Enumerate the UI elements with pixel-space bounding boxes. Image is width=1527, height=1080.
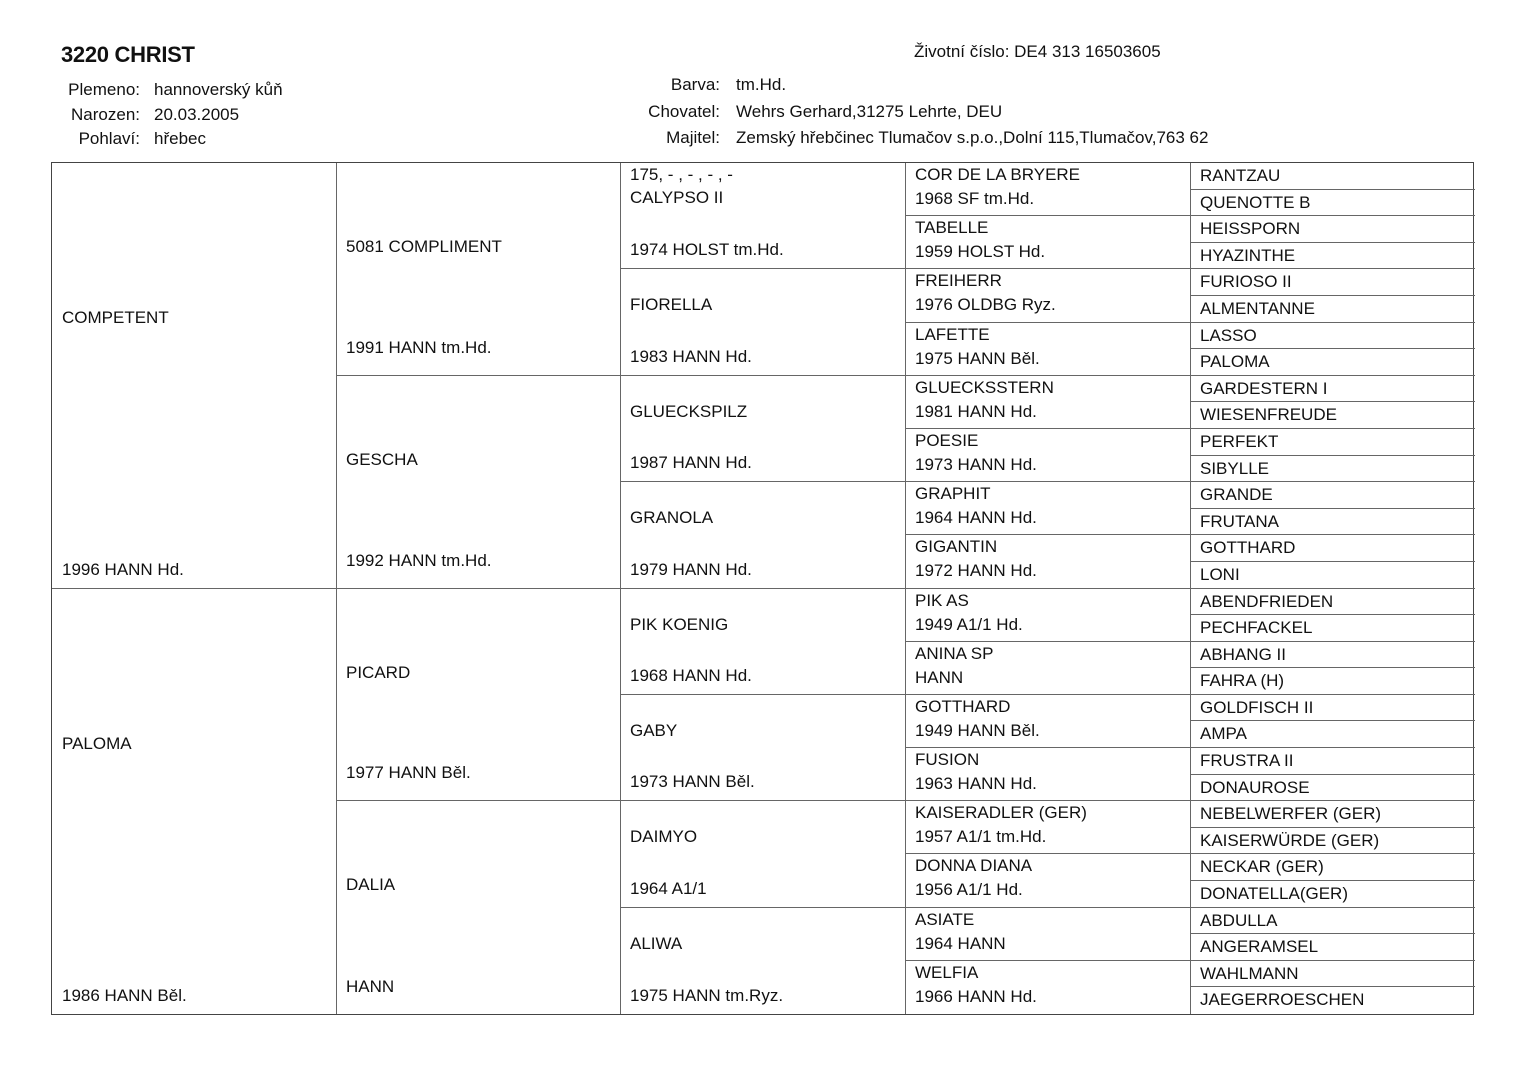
pedigree-cell-gen5: ALMENTANNE: [1191, 296, 1475, 323]
sex-value: hřebec: [154, 129, 206, 148]
color-label: Barva:: [670, 75, 720, 94]
pedigree-cell-gen3: [621, 163, 906, 269]
ancestor-detail: HANN: [346, 977, 395, 996]
pedigree-cell-gen3: [621, 269, 906, 375]
info-row-owner: [600, 125, 1208, 152]
ancestor-name: GLUECKSSTERN: [915, 377, 1054, 397]
pedigree-cell-gen5: ANGERAMSEL: [1191, 934, 1475, 961]
ancestor-name: GRAPHIT: [915, 484, 991, 504]
pedigree-cell-gen5: FRUSTRA II: [1191, 748, 1475, 775]
ancestor-detail: 1973 HANN Hd.: [915, 454, 1037, 474]
pedigree-cell-gen5: RANTZAU: [1191, 163, 1475, 190]
pedigree-cell-gen3: [621, 589, 906, 695]
life-number: [914, 42, 1161, 62]
breed-label: Plemeno:: [68, 80, 140, 99]
ancestor-detail: 1981 HANN Hd.: [915, 401, 1037, 421]
pedigree-cell-gen5: LONI: [1191, 562, 1475, 589]
ancestor-name: GOTTHARD: [915, 696, 1011, 716]
ancestor-detail: 1996 HANN Hd.: [62, 559, 184, 579]
ancestor-detail: 1949 HANN Běl.: [915, 720, 1040, 740]
ancestor-name: ASIATE: [915, 909, 975, 929]
pedigree-cell-gen5: LASSO: [1191, 323, 1475, 350]
ancestor-detail: 1972 HANN Hd.: [915, 561, 1037, 581]
ancestor-detail: 1963 HANN Hd.: [915, 774, 1037, 794]
ancestor-detail: 1986 HANN Běl.: [62, 986, 187, 1005]
pedigree-cell-gen5: DONATELLA(GER): [1191, 881, 1475, 908]
ancestor-detail: 1983 HANN Hd.: [630, 346, 752, 366]
pedigree-cell-gen5: GOTTHARD: [1191, 535, 1475, 562]
ancestor-detail: 1975 HANN Běl.: [915, 348, 1040, 368]
life-number-label: Životní číslo:: [914, 42, 1010, 61]
ancestor-name: TABELLE: [915, 218, 989, 238]
ancestor-name: 5081 COMPLIMENT: [346, 237, 502, 256]
ancestor-detail: HANN: [915, 667, 964, 687]
ancestor-name: FREIHERR: [915, 271, 1002, 291]
pedigree-cell-gen5: HYAZINTHE: [1191, 243, 1475, 270]
ancestor-detail: 1974 HOLST tm.Hd.: [630, 240, 784, 260]
pedigree-cell-gen4: [906, 961, 1191, 1014]
ancestor-name: FIORELLA: [630, 295, 713, 315]
pedigree-cell-gen5: FRUTANA: [1191, 509, 1475, 536]
ancestor-name: PALOMA: [62, 733, 132, 753]
info-row-breed: [40, 78, 283, 103]
ancestor-name: CALYPSO II: [630, 188, 724, 207]
pedigree-cell-gen5: NECKAR (GER): [1191, 854, 1475, 881]
ancestor-detail: 1964 HANN: [915, 933, 1006, 953]
pedigree-cell-gen3: [621, 908, 906, 1014]
ancestor-name: FUSION: [915, 750, 980, 770]
pedigree-cell-gen2: [337, 589, 621, 802]
ancestor-name: PIK KOENIG: [630, 614, 729, 634]
breeder-label: Chovatel:: [648, 101, 720, 121]
ancestor-detail: 1976 OLDBG Ryz.: [915, 295, 1056, 315]
breeder-value: Wehrs Gerhard,31275 Lehrte, DEU: [736, 101, 1003, 121]
pedigree-cell-gen5: GRANDE: [1191, 482, 1475, 509]
pedigree-cell-gen5: AMPA: [1191, 721, 1475, 748]
pedigree-cell-gen2: [337, 801, 621, 1014]
pedigree-table: [51, 162, 1474, 1015]
pedigree-cell-gen3: [621, 376, 906, 482]
pedigree-cell-gen5: ABHANG II: [1191, 642, 1475, 669]
ancestor-name: DALIA: [346, 875, 396, 895]
ancestor-name: KAISERADLER (GER): [915, 803, 1087, 823]
pedigree-cell-gen5: GARDESTERN I: [1191, 376, 1475, 403]
pedigree-cell-gen4: [906, 482, 1191, 535]
breed-value: hannoverský kůň: [154, 80, 283, 99]
basic-info: [40, 78, 283, 152]
sex-label: Pohlaví:: [78, 129, 140, 148]
info-row-born: [40, 103, 283, 128]
pedigree-cell-gen3: [621, 801, 906, 907]
ancestor-detail: 1966 HANN Hd.: [915, 986, 1037, 1006]
ancestor-detail: 1964 A1/1: [630, 878, 707, 898]
ancestor-detail: 1977 HANN Běl.: [346, 763, 471, 783]
pedigree-cell-gen5: SIBYLLE: [1191, 456, 1475, 483]
life-number-value: DE4 313 16503605: [1014, 42, 1161, 61]
pedigree-cell-gen4: [906, 376, 1191, 429]
pedigree-cell-gen5: WIESENFREUDE: [1191, 402, 1475, 429]
ancestor-name: POESIE: [915, 430, 979, 450]
pedigree-cell-gen5: NEBELWERFER (GER): [1191, 801, 1475, 828]
pedigree-cell-gen4: [906, 748, 1191, 801]
pedigree-cell-gen5: JAEGERROESCHEN: [1200, 990, 1365, 1010]
pedigree-cell-gen5: QUENOTTE B: [1191, 190, 1475, 217]
ancestor-name: GIGANTIN: [915, 537, 998, 557]
color-value: tm.Hd.: [736, 75, 787, 94]
info-row-sex: [40, 127, 283, 152]
pedigree-cell-gen1: [52, 163, 337, 589]
ancestor-detail: 1992 HANN tm.Hd.: [346, 550, 492, 570]
ancestor-name: GRANOLA: [630, 508, 714, 528]
ancestor-detail: 1979 HANN Hd.: [630, 559, 752, 579]
ancestor-detail: 1956 A1/1 Hd.: [915, 880, 1023, 900]
ancestor-name: COMPETENT: [62, 308, 169, 327]
pedigree-cell-gen4: [906, 216, 1191, 269]
pedigree-cell-gen4: [906, 642, 1191, 695]
ancestor-name: ALIWA: [630, 933, 683, 953]
pedigree-cell-gen4: [906, 535, 1191, 588]
ancestor-detail: 1959 HOLST Hd.: [915, 242, 1046, 262]
born-value: 20.03.2005: [154, 104, 240, 124]
info-row-breeder: [600, 99, 1208, 126]
pedigree-cell-gen4: [906, 269, 1191, 322]
pedigree-cell-gen4: [906, 163, 1191, 216]
ancestor-detail: 1949 A1/1 Hd.: [915, 614, 1023, 634]
pedigree-cell-gen5: FAHRA (H): [1191, 668, 1475, 695]
pedigree-cell-gen5: DONAUROSE: [1191, 775, 1475, 802]
owner-value: Zemský hřebčinec Tlumačov s.p.o.,Dolní 115,Tlumačov,763 62: [736, 128, 1209, 147]
pedigree-cell-gen4: [906, 801, 1191, 854]
pedigree-cell-gen4: [906, 323, 1191, 376]
pedigree-cell-gen4: [906, 589, 1191, 642]
ancestor-detail: 1973 HANN Běl.: [630, 772, 755, 792]
owner-info: [600, 72, 1208, 152]
ancestor-detail: 1975 HANN tm.Ryz.: [630, 986, 784, 1005]
pedigree-cell-gen5: KAISERWÜRDE (GER): [1191, 828, 1475, 855]
pedigree-cell-gen4: [906, 429, 1191, 482]
pedigree-cell-gen5: ABDULLA: [1191, 908, 1475, 935]
born-label: Narozen:: [71, 104, 140, 124]
ancestor-name: PICARD: [346, 662, 411, 682]
pedigree-cell-gen2: [337, 163, 621, 376]
pedigree-cell-gen5: PECHFACKEL: [1191, 615, 1475, 642]
ancestor-name: GESCHA: [346, 449, 418, 469]
pedigree-cell-gen5: PERFEKT: [1191, 429, 1475, 456]
ancestor-detail: 1987 HANN Hd.: [630, 453, 752, 473]
pedigree-cell-gen3: [621, 482, 906, 588]
ancestor-name: GLUECKSPILZ: [630, 401, 748, 421]
info-row-color: [600, 72, 1208, 99]
pedigree-cell-gen3: [621, 695, 906, 801]
ancestor-name: COR DE LA BRYERE: [915, 165, 1081, 184]
pedigree-cell-gen5: ABENDFRIEDEN: [1191, 589, 1475, 616]
pedigree-cell-gen5: WAHLMANN: [1191, 961, 1475, 988]
pedigree-cell-gen4: [906, 695, 1191, 748]
ancestor-name: DAIMYO: [630, 827, 698, 847]
pedigree-cell-gen1: [52, 589, 337, 1015]
ancestor-detail: 1968 SF tm.Hd.: [915, 189, 1035, 208]
horse-title: 3220 CHRIST: [61, 42, 195, 67]
pedigree-cell-gen5: PALOMA: [1191, 349, 1475, 376]
ancestor-number: 175, - , - , - , -: [630, 165, 733, 184]
ancestor-name: LAFETTE: [915, 324, 990, 344]
pedigree-cell-gen5: GOLDFISCH II: [1191, 695, 1475, 722]
ancestor-name: GABY: [630, 720, 678, 740]
ancestor-detail: 1957 A1/1 tm.Hd.: [915, 827, 1047, 847]
pedigree-cell-gen4: [906, 854, 1191, 907]
pedigree-cell-gen5: FURIOSO II: [1191, 269, 1475, 296]
ancestor-detail: 1964 HANN Hd.: [915, 508, 1037, 528]
ancestor-name: DONNA DIANA: [915, 856, 1033, 876]
pedigree-cell-gen4: [906, 908, 1191, 961]
ancestor-name: WELFIA: [915, 962, 979, 982]
ancestor-name: PIK AS: [915, 590, 969, 610]
pedigree-cell-gen2: [337, 376, 621, 589]
ancestor-detail: 1991 HANN tm.Hd.: [346, 337, 492, 357]
pedigree-cell-gen5: HEISSPORN: [1191, 216, 1475, 243]
ancestor-detail: 1968 HANN Hd.: [630, 665, 752, 685]
ancestor-name: ANINA SP: [915, 643, 994, 663]
owner-label: Majitel:: [666, 128, 720, 147]
